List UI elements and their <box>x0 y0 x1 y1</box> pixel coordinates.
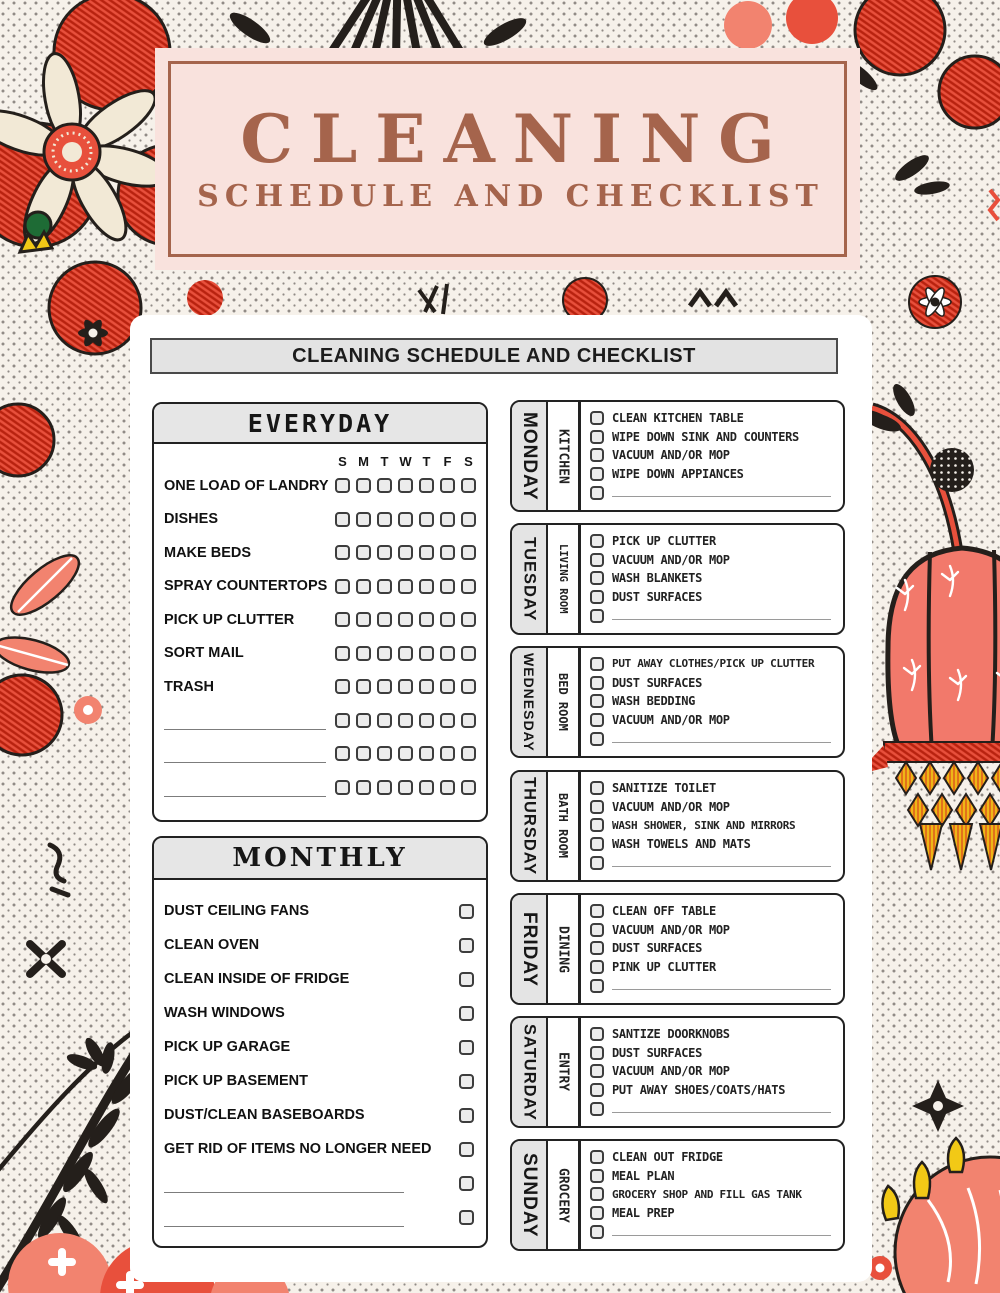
day-strip <box>512 895 548 1003</box>
weekday-letter: T <box>380 454 389 469</box>
task-list <box>581 1018 843 1126</box>
checkbox[interactable] <box>590 411 604 425</box>
weekly-task-row <box>590 609 833 623</box>
weekly-task-row <box>590 1102 833 1116</box>
weekly-task-row <box>590 657 833 671</box>
weekly-task-row <box>590 1083 833 1097</box>
task-label: WIPE DOWN APPIANCES <box>612 467 744 482</box>
task-label: DUST SURFACES <box>612 590 703 605</box>
checkbox[interactable] <box>590 979 604 993</box>
write-in-line[interactable] <box>612 983 831 990</box>
write-in-line[interactable] <box>612 490 831 497</box>
checkbox[interactable] <box>590 800 604 814</box>
checkbox[interactable] <box>590 534 604 548</box>
weekday-letter: F <box>443 454 452 469</box>
task-label: MEAL PREP <box>612 1206 675 1221</box>
checkbox[interactable] <box>590 941 604 955</box>
day-block-monday <box>510 400 845 512</box>
task-label: WASH TOWELS AND MATS <box>612 837 751 852</box>
task-label: DUST/CLEAN BASEBOARDS <box>164 1107 365 1123</box>
checkbox[interactable] <box>590 904 604 918</box>
weekly-task-row <box>590 800 833 814</box>
room-strip <box>548 772 581 880</box>
weekly-task-row <box>590 1187 833 1201</box>
room-label: BATH ROOM <box>556 793 570 859</box>
checkbox[interactable] <box>590 1150 604 1164</box>
task-label: SANITIZE TOILET <box>612 780 716 795</box>
task-label: WASH SHOWER, SINK AND MIRRORS <box>612 818 796 832</box>
day-label: TUESDAY <box>520 536 539 622</box>
task-list <box>581 895 843 1003</box>
weekly-task-row <box>590 486 833 500</box>
weekly-task-row <box>590 1046 833 1060</box>
checkbox[interactable] <box>590 1083 604 1097</box>
weekly-task-row <box>590 694 833 708</box>
task-label: ONE LOAD OF LANDRY <box>164 477 329 494</box>
weekday-letter: W <box>399 454 412 469</box>
task-list <box>581 525 843 633</box>
day-strip <box>512 648 548 756</box>
write-in-line[interactable] <box>612 736 831 743</box>
weekday-letter: S <box>464 454 473 469</box>
task-label: PICK UP CLUTTER <box>164 611 295 628</box>
weekly-task-row <box>590 430 833 444</box>
checkbox[interactable] <box>590 694 604 708</box>
weekly-task-row <box>590 1225 833 1239</box>
weekday-letter: T <box>422 454 431 469</box>
task-label: VACUUM AND/OR MOP <box>612 448 730 463</box>
task-label: WASH BLANKETS <box>612 571 703 586</box>
day-label: SATURDAY <box>520 1023 539 1121</box>
checkbox[interactable] <box>590 1187 604 1201</box>
task-label: GET RID OF ITEMS NO LONGER NEED <box>164 1141 432 1157</box>
room-strip <box>548 648 581 756</box>
checkbox[interactable] <box>590 856 604 870</box>
day-strip <box>512 402 548 510</box>
day-strip <box>512 1141 548 1249</box>
day-label: WEDNESDAY <box>521 652 537 752</box>
weekly-task-row <box>590 837 833 851</box>
task-list <box>581 402 843 510</box>
room-label: KITCHEN <box>555 428 571 484</box>
weekly-task-row <box>590 467 833 481</box>
task-label: CLEAN INSIDE OF FRIDGE <box>164 971 350 987</box>
checkbox[interactable] <box>590 1046 604 1060</box>
task-label: VACUUM AND/OR MOP <box>612 552 730 567</box>
checkbox[interactable] <box>590 923 604 937</box>
task-label: MEAL PLAN <box>612 1168 675 1183</box>
checkbox[interactable] <box>590 676 604 690</box>
task-label: TRASH <box>164 678 214 695</box>
write-in-line[interactable] <box>612 860 831 867</box>
task-label: CLEAN OVEN <box>164 937 260 953</box>
checkbox[interactable] <box>590 1169 604 1183</box>
checkbox[interactable] <box>590 1064 604 1078</box>
cover-subtitle: SCHEDULE AND CHECKLIST <box>197 179 824 214</box>
weekday-letter: M <box>358 454 369 469</box>
task-list <box>581 648 843 756</box>
weekly-task-row <box>590 1206 833 1220</box>
task-label: CLEAN KITCHEN TABLE <box>612 410 744 425</box>
checkbox[interactable] <box>590 590 604 604</box>
day-strip <box>512 1018 548 1126</box>
write-in-line[interactable] <box>612 613 831 620</box>
weekly-task-row <box>590 979 833 993</box>
task-label: SANTIZE DOORKNOBS <box>612 1026 730 1041</box>
task-label: SPRAY COUNTERTOPS <box>164 578 328 595</box>
weekly-task-row <box>590 571 833 585</box>
weekly-task-row <box>590 941 833 955</box>
monthly-title: MONTHLY <box>232 843 408 873</box>
weekly-task-row <box>590 904 833 918</box>
day-block-tuesday <box>510 523 845 635</box>
task-label: VACUUM AND/OR MOP <box>612 1064 730 1079</box>
weekly-task-row <box>590 676 833 690</box>
task-label: DUST SURFACES <box>612 1045 703 1060</box>
weekly-task-row <box>590 553 833 567</box>
task-label: DUST SURFACES <box>612 675 703 690</box>
room-label: ENTRY <box>555 1052 571 1092</box>
day-label: MONDAY <box>519 411 540 501</box>
day-label: THURSDAY <box>520 776 539 876</box>
day-label: FRIDAY <box>519 911 540 987</box>
checkbox[interactable] <box>590 553 604 567</box>
room-strip <box>548 895 581 1003</box>
task-label: DUST CEILING FANS <box>164 903 310 919</box>
weekly-task-row <box>590 1064 833 1078</box>
day-strip <box>512 772 548 880</box>
checkbox[interactable] <box>590 1225 604 1239</box>
room-strip <box>548 1141 581 1249</box>
weekly-blocks <box>130 315 872 1282</box>
room-strip <box>548 402 581 510</box>
room-label: LIVING ROOM <box>557 544 569 614</box>
task-label: WASH WINDOWS <box>164 1005 285 1021</box>
day-strip <box>512 525 548 633</box>
checkbox[interactable] <box>590 657 604 671</box>
weekly-task-row <box>590 713 833 727</box>
weekly-task-row <box>590 448 833 462</box>
weekly-task-row <box>590 781 833 795</box>
checkbox[interactable] <box>590 837 604 851</box>
task-label: PUT AWAY CLOTHES/PICK UP CLUTTER <box>612 657 815 671</box>
task-label: SORT MAIL <box>164 645 244 662</box>
task-label: MAKE BEDS <box>164 544 252 561</box>
weekday-letter: S <box>338 454 347 469</box>
day-block-thursday <box>510 770 845 882</box>
weekly-task-row <box>590 1169 833 1183</box>
sheet-header-bar: CLEANING SCHEDULE AND CHECKLIST <box>150 338 838 374</box>
checkbox[interactable] <box>590 818 604 832</box>
weekly-task-row <box>590 1150 833 1164</box>
weekly-task-row <box>590 856 833 870</box>
task-list <box>581 772 843 880</box>
task-label: DISHES <box>164 511 218 528</box>
checkbox[interactable] <box>590 1102 604 1116</box>
weekly-task-row <box>590 732 833 746</box>
room-label: GROCERY <box>555 1167 571 1223</box>
task-label: DUST SURFACES <box>612 941 703 956</box>
day-block-friday <box>510 893 845 1005</box>
checkbox[interactable] <box>590 713 604 727</box>
checkbox[interactable] <box>590 781 604 795</box>
task-label: PICK UP GARAGE <box>164 1039 291 1055</box>
day-block-saturday <box>510 1016 845 1128</box>
task-label: VACUUM AND/OR MOP <box>612 713 730 728</box>
day-block-wednesday <box>510 646 845 758</box>
room-label: DINING <box>555 925 571 973</box>
weekly-task-row <box>590 1027 833 1041</box>
task-label: VACUUM AND/OR MOP <box>612 922 730 937</box>
task-label: PUT AWAY SHOES/COATS/HATS <box>612 1083 786 1098</box>
task-label: WIPE DOWN SINK AND COUNTERS <box>612 429 799 444</box>
day-block-sunday <box>510 1139 845 1251</box>
checkbox[interactable] <box>590 1027 604 1041</box>
everyday-title: EVERYDAY <box>247 408 393 438</box>
task-label: PINK UP CLUTTER <box>612 960 716 975</box>
weekly-task-row <box>590 534 833 548</box>
room-strip <box>548 525 581 633</box>
task-list <box>581 1141 843 1249</box>
task-label: CLEAN OFF TABLE <box>612 903 716 918</box>
checkbox[interactable] <box>590 571 604 585</box>
task-label: WASH BEDDING <box>612 694 696 709</box>
task-label: GROCERY SHOP AND FILL GAS TANK <box>612 1187 802 1201</box>
day-label: SUNDAY <box>519 1152 540 1238</box>
write-in-line[interactable] <box>612 1229 831 1236</box>
checkbox[interactable] <box>590 467 604 481</box>
checkbox[interactable] <box>590 609 604 623</box>
cover-title: CLEANING <box>240 100 793 178</box>
weekly-task-row <box>590 590 833 604</box>
weekly-task-row <box>590 960 833 974</box>
task-label: PICK UP CLUTTER <box>612 533 716 548</box>
checkbox[interactable] <box>590 960 604 974</box>
checkbox[interactable] <box>590 448 604 462</box>
task-label: CLEAN OUT FRIDGE <box>612 1149 723 1164</box>
room-strip <box>548 1018 581 1126</box>
write-in-line[interactable] <box>612 1106 831 1113</box>
cover-frame <box>168 61 847 257</box>
room-label: BED ROOM <box>556 673 570 731</box>
weekly-task-row <box>590 411 833 425</box>
weekly-task-row <box>590 818 833 832</box>
task-label: PICK UP BASEMENT <box>164 1073 308 1089</box>
checkbox[interactable] <box>590 732 604 746</box>
checkbox[interactable] <box>590 1206 604 1220</box>
checkbox[interactable] <box>590 430 604 444</box>
cover-title-box <box>155 48 860 270</box>
checklist-sheet <box>130 315 872 1282</box>
checkbox[interactable] <box>590 486 604 500</box>
weekly-task-row <box>590 923 833 937</box>
task-label: VACUUM AND/OR MOP <box>612 799 730 814</box>
